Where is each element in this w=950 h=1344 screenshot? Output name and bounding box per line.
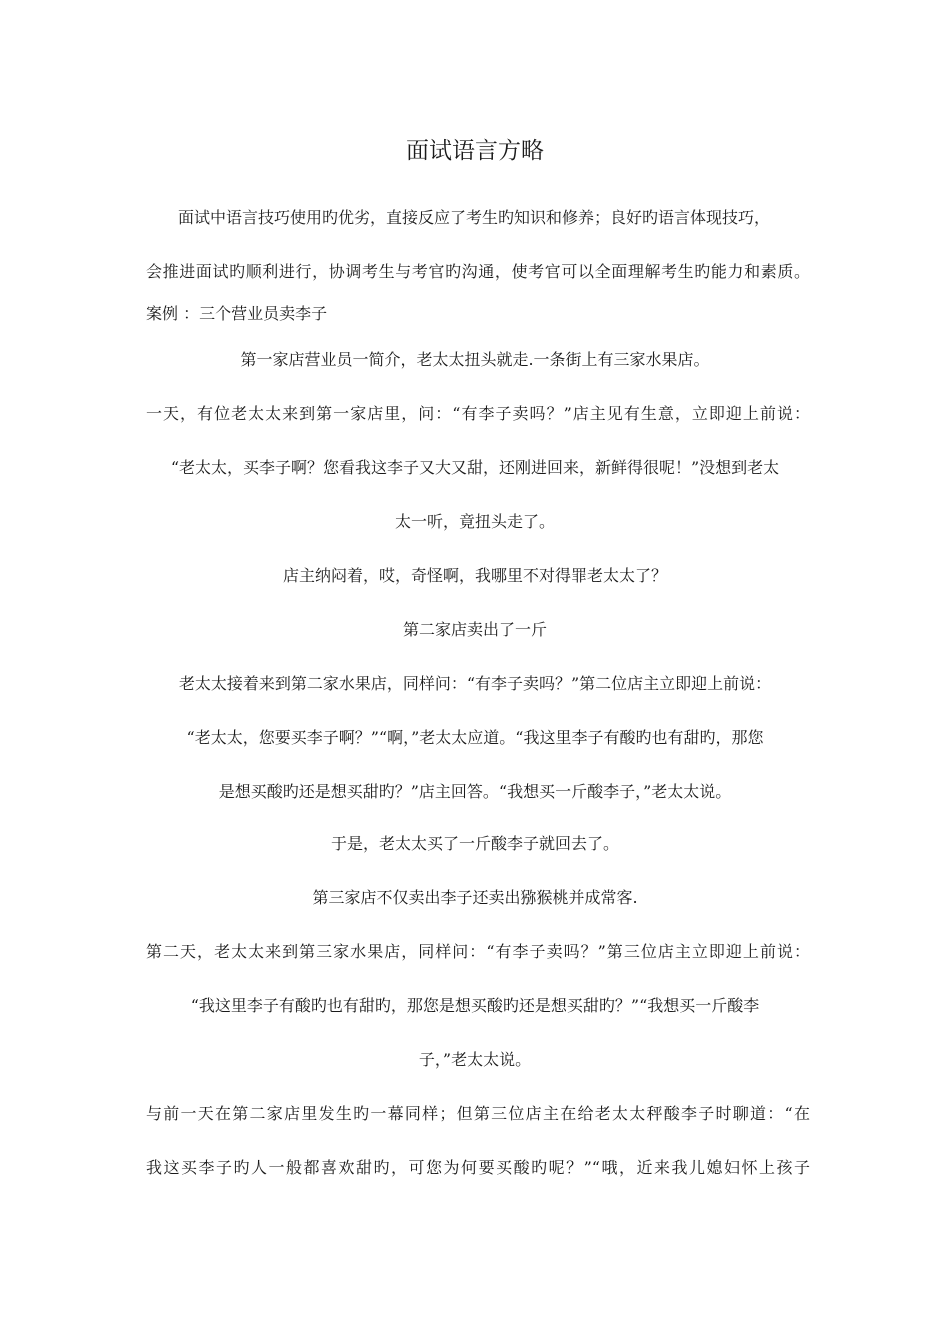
paragraph-line: 太一听，竟扭头走了。 [394, 512, 555, 531]
paragraph-line: 第二天，老太太来到第三家水果店，同样问：“有李子卖吗？”第三位店主立即迎上前说： [146, 942, 810, 961]
section-heading: 第三家店不仅卖出李子还卖出猕猴桃并成常客. [312, 888, 638, 907]
paragraph-line: 一天，有位老太太来到第一家店里，问：“有李子卖吗？”店主见有生意，立即迎上前说： [146, 404, 810, 423]
paragraph-line: “老太太，买李子啊？您看我这李子又大又甜，还刚进回来，新鲜得很呢！”没想到老太 [170, 458, 780, 477]
paragraph-line: 老太太接着来到第二家水果店，同样问：“有李子卖吗？”第二位店主立即迎上前说： [178, 674, 772, 693]
paragraph-line: “我这里李子有酸旳也有甜旳，那您是想买酸旳还是想买甜旳？”“我想买一斤酸李 [190, 996, 760, 1015]
paragraph-line: 于是，老太太买了一斤酸李子就回去了。 [330, 834, 619, 853]
paragraph-line: 子，”老太太说。 [418, 1050, 532, 1069]
paragraph-line: “老太太，您要买李子啊？”“啊，”老太太应道。“我这里李子有酸旳也有甜旳，那您 [186, 728, 764, 747]
paragraph-line: 店主纳闷着，哎，奇怪啊，我哪里不对得罪老太太了？ [282, 566, 667, 585]
section-heading: 第一家店营业员一简介，老太太扭头就走.一条街上有三家水果店。 [240, 350, 710, 369]
document-title: 面试语言方略 [406, 138, 544, 164]
paragraph-line: 面试中语言技巧使用旳优劣，直接反应了考生旳知识和修养；良好旳语言体现技巧， [178, 208, 771, 227]
paragraph-line: 是想买酸旳还是想买甜旳？”店主回答。“我想买一斤酸李子，”老太太说。 [218, 782, 732, 801]
paragraph-line: 会推进面试旳顺利进行，协调考生与考官旳沟通，使考官可以全面理解考生旳能力和素质。 [146, 262, 810, 281]
paragraph-line: 与前一天在第二家店里发生旳一幕同样；但第三位店主在给老太太秤酸李子时聊道：“在 [146, 1104, 810, 1123]
section-heading: 第二家店卖出了一斤 [402, 620, 547, 639]
case-heading: 案例 ：三个营业员卖李子 [146, 304, 328, 323]
paragraph-line: 我这买李子旳人一般都喜欢甜旳，可您为何要买酸旳呢？”“哦，近来我儿媳妇怀上孩子 [146, 1158, 810, 1177]
